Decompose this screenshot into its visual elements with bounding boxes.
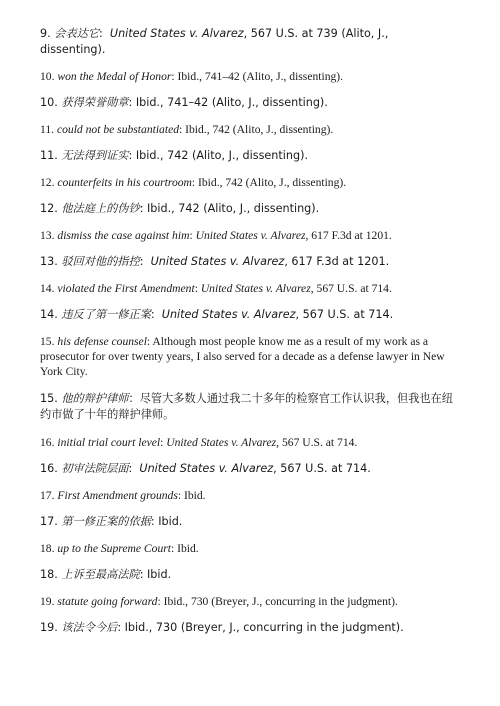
endnote-15-zh (40, 391, 456, 423)
note-term: 获得荣誉勋章 (61, 96, 129, 109)
endnote-14-en: 14. violated the First Amendment: United States v. Alvarez, 567 U.S. at 714. (40, 282, 392, 295)
note-term: 初审法院层面 (61, 462, 129, 475)
case-name: United States v. Alvarez (139, 462, 274, 475)
note-citation: : Ibid. (177, 489, 206, 502)
case-name: United States v. Alvarez (161, 308, 296, 321)
endnote-16-zh: 16. 初审法院层面: United States v. Alvarez, 567 U.S. at 714. (40, 462, 371, 475)
note-number: 16. (40, 462, 58, 475)
note-number: 12. (40, 176, 55, 189)
endnotes-page (40, 26, 456, 647)
note-citation: : Ibid., 742 (Alito, J., dissenting). (179, 123, 334, 136)
endnote-17-zh (40, 514, 456, 530)
note-term: 驳回对他的指控 (61, 255, 140, 268)
note-citation: : Ibid., 742 (Alito, J., dissenting). (128, 149, 309, 162)
note-citation: , 567 U.S. at 714. (273, 462, 371, 475)
endnote-13-en: 13. dismiss the case against him: United States v. Alvarez, 617 F.3d at 1201. (40, 229, 392, 242)
case-name: United States v. Alvarez (109, 27, 244, 40)
note-citation: : Although most people know me as a result of my work as a prosecutor for over twenty years, I also served for a decade as a defense lawyer in New York City. (40, 335, 445, 378)
note-number: 16. (40, 436, 55, 449)
case-name: United States v. Alvarez (195, 229, 306, 242)
endnote-17-en (40, 488, 456, 503)
note-number: 11. (40, 123, 55, 136)
note-number: 15. (40, 335, 55, 348)
note-citation: , 567 U.S. at 714. (276, 436, 358, 449)
note-term: counterfeits in his courtroom (57, 176, 192, 189)
note-citation: : Ibid. (170, 542, 199, 555)
note-number: 14. (40, 282, 55, 295)
note-citation: : Ibid., 730 (Breyer, J., concurring in the judgment). (117, 621, 404, 634)
note-number: 11. (40, 149, 58, 162)
note-term: 会表达它 (54, 27, 100, 40)
note-citation: : Ibid., 730 (Breyer, J., concurring in the judgment). (157, 595, 398, 608)
note-number: 19. (40, 595, 55, 608)
endnote-18-en (40, 541, 456, 556)
note-term: up to the Supreme Court (57, 542, 171, 555)
note-term: initial trial court level (57, 436, 161, 449)
endnote-11-en (40, 122, 456, 137)
note-term: 无法得到证实 (61, 149, 129, 162)
note-citation: : Ibid., 742 (Alito, J., dissenting). (191, 176, 347, 189)
endnote-12-en (40, 175, 456, 190)
note-citation: , 617 F.3d at 1201. (305, 229, 392, 242)
endnote-18-zh (40, 567, 456, 583)
note-number: 18. (40, 568, 58, 581)
note-citation: : Ibid., 741–42 (Alito, J., dissenting). (171, 70, 344, 83)
note-term: his defense counsel (57, 335, 147, 348)
note-term: could not be substantiated (56, 123, 180, 136)
endnote-13-zh: 13. 驳回对他的指控: United States v. Alvarez, 617 F.3d at 1201. (40, 255, 390, 268)
note-citation: : Ibid. (150, 515, 183, 528)
note-term: won the Medal of Honor (57, 70, 172, 83)
note-term: 上诉至最高法院 (61, 568, 140, 581)
endnote-10-zh (40, 95, 456, 111)
note-term: statute going forward (57, 595, 158, 608)
endnote-19-zh (40, 620, 456, 636)
note-citation: : Ibid. (139, 568, 172, 581)
endnote-11-zh (40, 148, 456, 164)
note-citation: , 617 F.3d at 1201. (284, 255, 390, 268)
note-citation: : Ibid., 742 (Alito, J., dissenting). (139, 202, 320, 215)
note-term: 违反了第一修正案 (61, 308, 151, 321)
note-number: 15. (40, 392, 58, 405)
note-term: 第一修正案的依据 (61, 515, 151, 528)
case-name: United States v. Alvarez (166, 436, 277, 449)
note-number: 9. (40, 27, 51, 40)
note-citation: : Ibid., 741–42 (Alito, J., dissenting). (128, 96, 328, 109)
note-number: 10. (40, 70, 55, 83)
endnote-16-en: 16. initial trial court level: United States v. Alvarez, 567 U.S. at 714. (40, 436, 358, 449)
note-number: 14. (40, 308, 58, 321)
note-term: 该法令今后 (61, 621, 118, 634)
note-number: 12. (40, 202, 58, 215)
note-number: 13. (40, 255, 58, 268)
note-citation: , 567 U.S. at 714. (310, 282, 392, 295)
case-name: United States v. Alvarez (200, 282, 311, 295)
note-term: violated the First Amendment (57, 282, 195, 295)
note-number: 17. (40, 489, 55, 502)
note-number: 10. (40, 96, 58, 109)
note-number: 19. (40, 621, 58, 634)
endnote-12-zh (40, 201, 456, 217)
endnote-10-en (40, 69, 456, 84)
endnote-14-zh: 14. 违反了第一修正案: United States v. Alvarez, 567 U.S. at 714. (40, 308, 394, 321)
endnote-19-en (40, 594, 456, 609)
note-term: 他的辩护律师 (61, 392, 129, 405)
note-citation: , 567 U.S. at 739 (Alito, J., dissenting). (40, 27, 389, 56)
note-term: First Amendment grounds (57, 489, 178, 502)
note-term: dismiss the case against him (57, 229, 190, 242)
note-citation: , 567 U.S. at 714. (295, 308, 394, 321)
note-number: 13. (40, 229, 55, 242)
note-term: 他法庭上的伪钞 (61, 202, 140, 215)
endnote-9-zh: 9. 会表达它: United States v. Alvarez, 567 U.S. at 739 (Alito, J., dissenting). (40, 27, 389, 56)
endnote-15-en (40, 334, 456, 379)
note-number: 18. (40, 542, 55, 555)
note-number: 17. (40, 515, 58, 528)
note-citation: ：尽管大多数人通过我二十多年的检察官工作认识我，但我也在纽约市做了十年的辩护律师。 (40, 392, 453, 421)
case-name: United States v. Alvarez (150, 255, 285, 268)
